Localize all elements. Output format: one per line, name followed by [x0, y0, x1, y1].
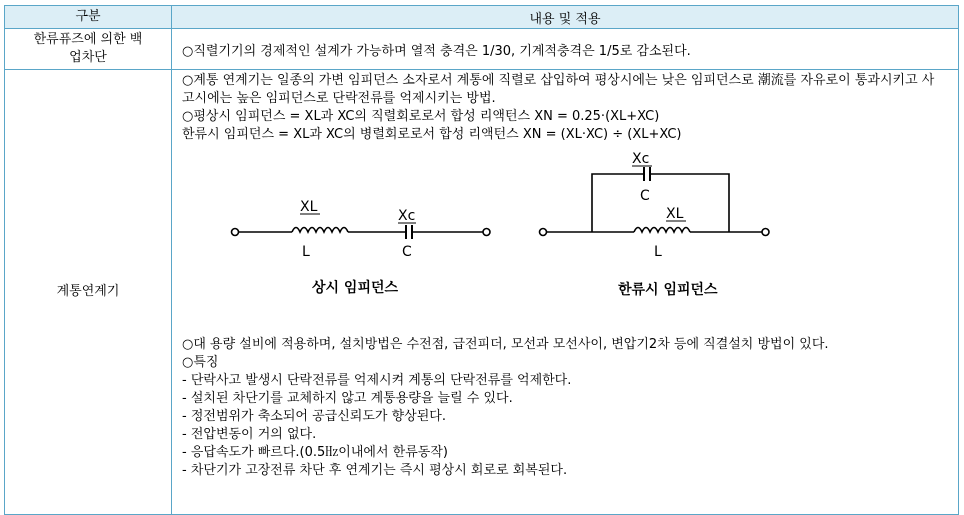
row-content-coupler: [172, 70, 959, 515]
header-content: 내용 및 적용: [172, 6, 959, 29]
feature-item: - 단락사고 발생시 단락전류를 억제시켜 계통의 단락전류를 억제한다.: [182, 373, 572, 388]
terminal-right: [483, 229, 490, 236]
caption-limiting: 한류시 임피던스: [618, 282, 718, 298]
row-category-fuse: [5, 29, 172, 70]
table-header-row: [5, 6, 959, 29]
terminal-left: [232, 229, 239, 236]
table-row: [5, 29, 959, 70]
header-category: 구분: [5, 6, 172, 29]
label-xc: Xc: [398, 208, 416, 224]
feature-item: - 정전범위가 축소되어 공급신뢰도가 향상된다.: [182, 409, 446, 424]
caption-normal: 상시 임피던스: [312, 280, 399, 296]
label-xl: XL: [666, 206, 684, 222]
intro-text: ○계통 연계기는 일종의 가변 임피던스 소자로서 계통에 직렬로 삽입하여 평상시에는 낮은 임피던스로 潮流를 자유로이 통과시키고 사고시에는 높은 임피던스로 단락전류를 억제시키는 방법.: [182, 73, 935, 106]
terminal-left: [540, 229, 547, 236]
normal-impedance-formula: ○평상시 임피던스 = XL과 XC의 직렬회로로서 합성 리액턴스 XN = 0.25·(XL+XC): [182, 109, 660, 124]
normal-circuit-diagram: [232, 225, 491, 239]
inductor-coil: [634, 228, 690, 233]
feature-item: - 전압변동이 거의 없다.: [182, 427, 317, 442]
feature-item: - 응답속도가 빠르다.(0.5㎐이내에서 한류동작): [182, 445, 448, 460]
row-content-fuse: [172, 29, 959, 70]
label-l: L: [302, 244, 310, 260]
label-c: C: [402, 244, 412, 260]
feature-item: - 설치된 차단기를 교체하지 않고 계통용량을 늘릴 수 있다.: [182, 391, 513, 406]
comparison-table: [4, 5, 959, 515]
impedance-diagrams: [172, 70, 960, 300]
content-text: ○직렬기기의 경제적인 설계가 가능하며 열적 충격은 1/30, 기계적충격은 1/5로 감소된다.: [182, 43, 691, 59]
limiting-circuit-diagram: [540, 167, 770, 236]
limit-impedance-formula: 한류시 임피던스 = XL과 XC의 병렬회로로서 합성 리액턴스 XN = (XL·XC) ÷ (XL+XC): [182, 127, 682, 142]
feature-item: - 차단기가 고장전류 차단 후 연계기는 즉시 평상시 회로로 회복된다.: [182, 463, 568, 478]
label-xl: XL: [300, 199, 318, 215]
terminal-right: [762, 229, 769, 236]
row-category-coupler: [5, 70, 172, 515]
label-l: L: [654, 244, 662, 260]
table-row: [5, 70, 959, 515]
label-c: C: [640, 188, 650, 204]
category-label: 계통연계기: [56, 284, 120, 299]
inductor-coil: [292, 228, 348, 233]
category-label: 한류퓨즈에 의한 백업차단: [33, 32, 143, 65]
application-text: ○대 용량 설비에 적용하며, 설치방법은 수전점, 급전피더, 모선과 모선사이, 변압기2차 등에 직결설치 방법이 있다.: [182, 337, 829, 352]
label-xc: Xc: [632, 151, 650, 167]
features-heading: ○특징: [182, 355, 219, 370]
